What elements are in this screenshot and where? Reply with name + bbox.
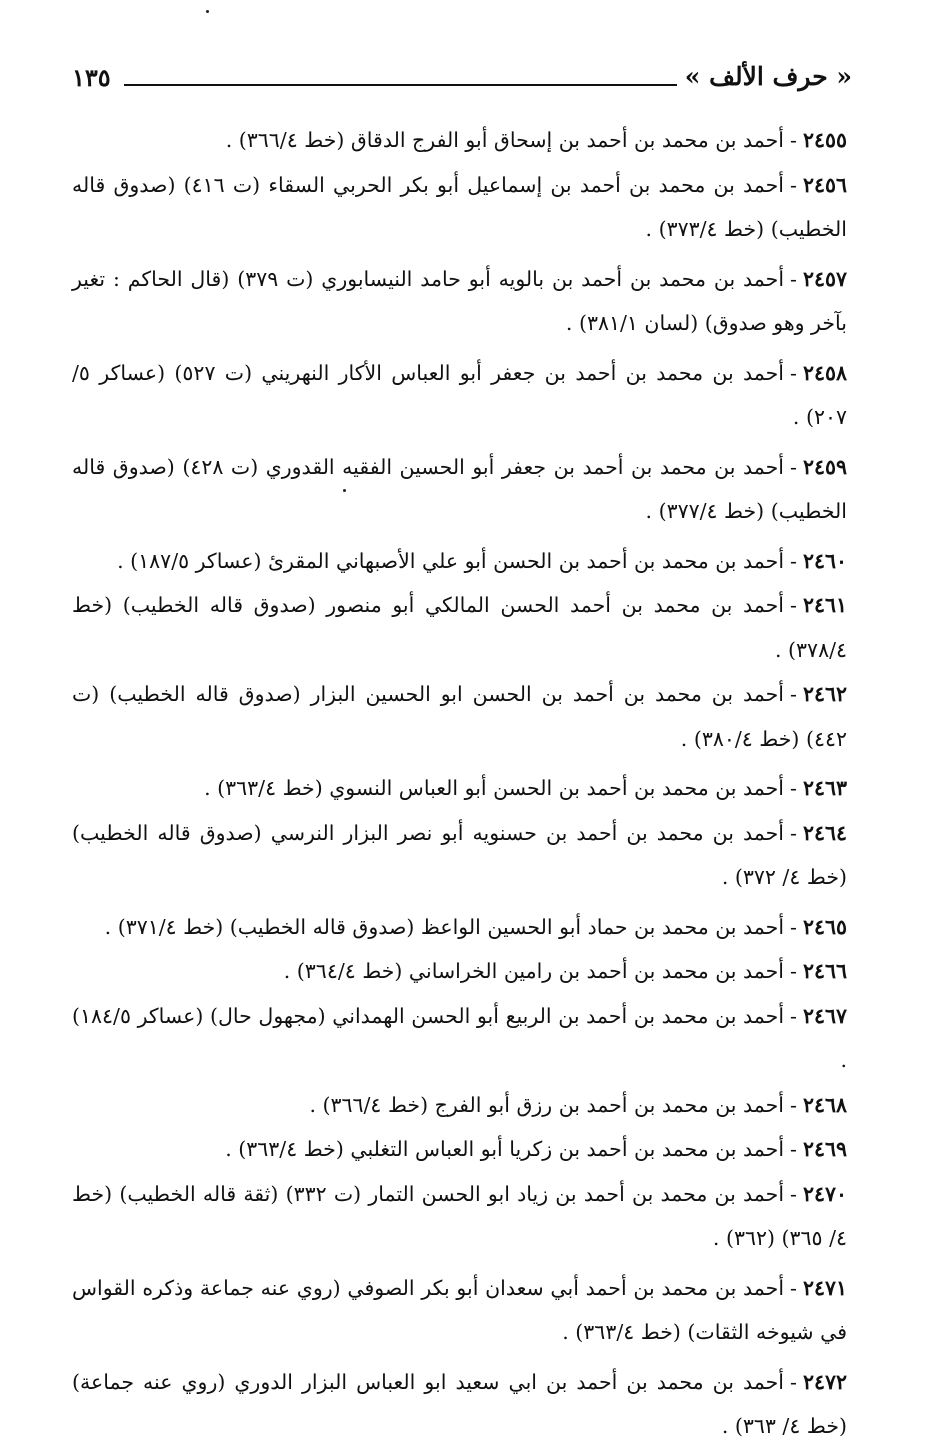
entry — [72, 118, 847, 163]
entry — [72, 949, 847, 994]
entry-number: ٢٤٦٩ — [802, 1137, 847, 1161]
entry-number: ٢٤٧٠ — [802, 1181, 848, 1206]
entry-separator: - — [790, 593, 797, 617]
entry-separator: - — [790, 1092, 797, 1117]
entry — [72, 351, 847, 440]
entry-text: أحمد بن محمد بن أحمد بن ابي سعيد ابو العباس البزار الدوري (روي عنه جماعة) (خط ٤/ ٣٦٣) . — [72, 1369, 847, 1438]
entry-separator: - — [790, 1181, 797, 1206]
entry — [72, 539, 847, 584]
entry-text: أحمد بن محمد بن أحمد بن الحسن ابو الحسين البزار (صدوق قاله الخطيب) (ت ٤٤٢) (خط ٣٨٠/٤) . — [72, 682, 847, 751]
header-rule — [124, 84, 677, 86]
entry-separator: - — [790, 1137, 797, 1161]
entry-text: أحمد بن محمد بن أحمد بن إسماعيل أبو بكر الحربي السقاء (ت ٤١٦) (صدوق قاله الخطيب) (خط ٣٧٣/٤) . — [72, 172, 847, 241]
entry — [72, 766, 847, 811]
entry-number: ٢٤٥٧ — [802, 266, 847, 291]
entry-number: ٢٤٦٨ — [802, 1092, 847, 1117]
entry-text: أحمد بن محمد بن أحمد بن رامين الخراساني (خط ٣٦٤/٤) . — [283, 959, 785, 983]
entry-text: أحمد بن محمد بن حماد أبو الحسين الواعظ (صدوق قاله الخطيب) (خط ٣٧١/٤) . — [104, 914, 785, 939]
entry-number: ٢٤٦٣ — [802, 776, 847, 800]
entry — [72, 672, 847, 761]
entry-separator: - — [790, 1003, 797, 1028]
entry-number: ٢٤٦٦ — [802, 959, 847, 983]
entry-text: أحمد بن محمد بن أحمد بن رزق أبو الفرج (خط ٣٦٦/٤) . — [309, 1092, 785, 1117]
entry-separator: - — [790, 1275, 797, 1300]
entry-separator: - — [790, 548, 797, 573]
entry — [72, 994, 847, 1083]
entry — [72, 1360, 847, 1449]
entry-text: أحمد بن محمد بن أحمد بن الربيع أبو الحسن الهمداني (مجهول حال) (عساكر ١٨٤/٥) . — [72, 1003, 847, 1072]
entry-separator: - — [790, 128, 797, 152]
entry-text: أحمد بن محمد بن أحمد بن بالويه أبو حامد النيسابوري (ت ٣٧٩) (قال الحاكم : تغير بآخر وهو صدوق) (لسان ٣٨١/١) . — [72, 266, 847, 335]
entry — [72, 905, 847, 950]
entry-text: أحمد بن محمد بن أحمد بن جعفر أبو الحسين الفقيه القدوري (ت ٤٢٨) (صدوق قاله الخطيب) (خط ٣٧٧/٤) . — [72, 454, 847, 523]
entry — [72, 1172, 847, 1261]
entry-separator: - — [790, 776, 797, 800]
entry-number: ٢٤٥٦ — [802, 172, 847, 197]
entry-separator: - — [790, 454, 797, 479]
entry-separator: - — [790, 172, 797, 197]
entry-separator: - — [790, 1369, 797, 1394]
page-header — [72, 60, 852, 104]
entry-number: ٢٤٦٥ — [802, 914, 847, 939]
entry-text: أحمد بن محمد بن أحمد بن الحسن أبو علي الأصبهاني المقرئ (عساكر ١٨٧/٥) . — [117, 548, 785, 573]
entry-text: أحمد بن محمد بن أحمد بن زكريا أبو العباس التغلبي (خط ٣٦٣/٤) . — [225, 1137, 785, 1161]
entries-list — [72, 118, 847, 1454]
entry — [72, 811, 847, 900]
entry — [72, 1266, 847, 1355]
scan-speck — [206, 10, 209, 13]
entry-number: ٢٤٦٧ — [802, 1003, 847, 1028]
entry-separator: - — [790, 959, 797, 983]
entry-text: أحمد بن محمد بن أحمد بن زياد ابو الحسن التمار (ت ٣٣٢) (ثقة قاله الخطيب) (خط ٤/ ٣٦٥) (٣٦٢) . — [72, 1181, 847, 1250]
entry — [72, 1083, 847, 1128]
entry — [72, 163, 847, 252]
entry-number: ٢٤٥٥ — [802, 128, 847, 152]
chapter-title: « حرف الألف » — [684, 62, 852, 91]
entry-number: ٢٤٥٩ — [802, 454, 847, 479]
entry-number: ٢٤٦١ — [802, 593, 847, 617]
entry-separator: - — [790, 682, 797, 706]
entry-text: أحمد بن محمد بن أحمد بن حسنويه أبو نصر البزار النرسي (صدوق قاله الخطيب) (خط ٤/ ٣٧٢) . — [72, 820, 847, 889]
entry-text: أحمد بن محمد بن أحمد أبي سعدان أبو بكر الصوفي (روي عنه جماعة وذكره القواس في شيوخه الثقات) (خط ٣٦٣/٤) . — [72, 1275, 847, 1344]
entry — [72, 583, 847, 672]
entry — [72, 1127, 847, 1172]
entry — [72, 445, 847, 534]
entry-separator: - — [790, 266, 797, 291]
entry-text: أحمد بن محمد بن أحمد بن إسحاق أبو الفرج الدقاق (خط ٣٦٦/٤) . — [225, 128, 785, 152]
scan-speck — [343, 489, 346, 492]
entry-text: أحمد بن محمد بن أحمد بن جعفر أبو العباس الأكار النهريني (ت ٥٢٧) (عساكر ٥/ ٢٠٧) . — [72, 360, 847, 429]
entry-separator: - — [790, 820, 797, 845]
entry-separator: - — [790, 360, 797, 385]
entry-number: ٢٤٦٠ — [802, 548, 847, 573]
entry-number: ٢٤٦٢ — [802, 682, 847, 706]
entry-number: ٢٤٦٤ — [802, 820, 847, 845]
entry — [72, 257, 847, 346]
page-number: ١٣٥ — [72, 63, 111, 92]
entry-number: ٢٤٥٨ — [802, 360, 847, 385]
entry-text: أحمد بن محمد بن أحمد بن الحسن أبو العباس النسوي (خط ٣٦٣/٤) . — [204, 776, 785, 800]
entry-number: ٢٤٧٢ — [802, 1369, 847, 1394]
entry-text: أحمد بن محمد بن أحمد الحسن المالكي أبو منصور (صدوق قاله الخطيب) (خط ٣٧٨/٤) . — [72, 593, 847, 662]
entry-number: ٢٤٧١ — [802, 1275, 847, 1300]
entry-separator: - — [790, 914, 797, 939]
